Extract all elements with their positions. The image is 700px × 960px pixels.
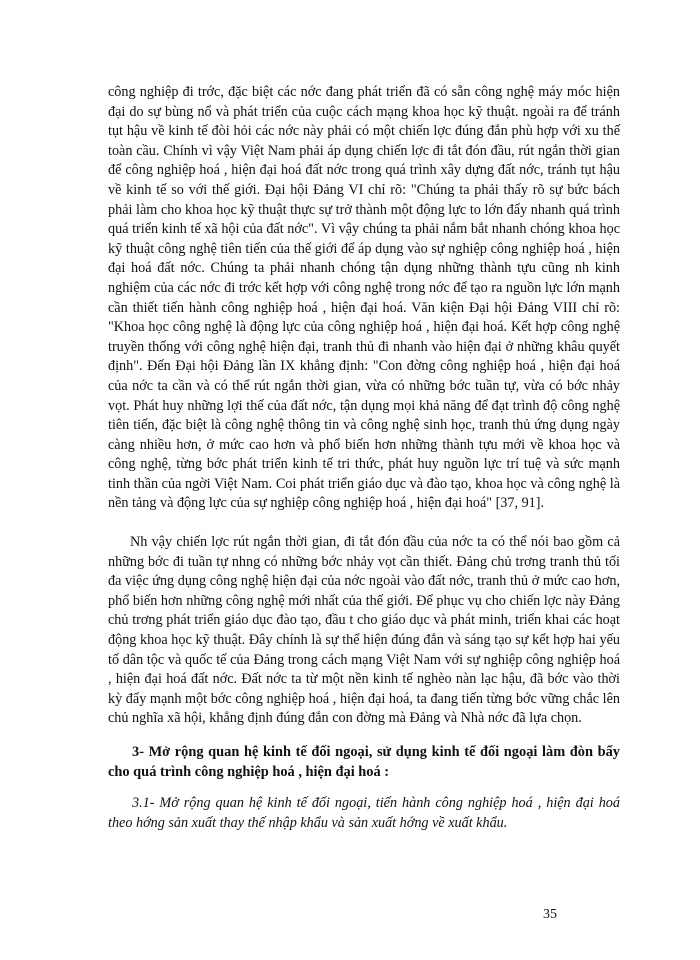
page-number: 35 <box>543 907 557 922</box>
body-paragraph-2: Nh vậy chiến lợc rút ngắn thời gian, đi tắt đón đầu của nớc ta có thể nói bao gồm cả những bớc đi tuần tự nhng có những bớc nhảy vọt cần thiết. Đảng chủ trơng tranh thủ tối đa việc ứng dụng công nghệ hiện đại của nớc ngoài vào đất nớc, tranh thủ ở mức cao hơn, phổ biến hơn những công nghệ mới nhất của thế giới. Để phục vụ cho chiến lợc này Đảng chủ trơng phát triển giáo dục đào tạo, đầu t cho giáo dục và phát minh, triển khai các hoạt động khoa học kỹ thuật. Đây chính là sự thể hiện đúng đắn và sáng tạo sự kết hợp hai yếu tố dân tộc và quốc tế của Đảng trong cách mạng Việt Nam với sự nghiệp công nghiệp hoá , hiện đại hoá đất nớc. Đất nớc ta từ một nền kinh tế nghèo nàn lạc hậu, đã bớc vào thời kỳ đẩy mạnh một bớc công nghiệp hoá , hiện đại hoá, ta đang tiến từng bớc vững chắc lên chủ nghĩa xã hội, khẳng định đúng đắn con đờng mà Đảng và Nhà nớc đã lựa chọn. <box>108 534 620 727</box>
body-paragraph-1: công nghiệp đi trớc, đặc biệt các nớc đang phát triển đã có sẵn công nghệ máy móc hiện đại do sự bùng nổ và phát triển của cuộc cách mạng khoa học kỹ thuật. ngoài ra để tránh tụt hậu về kinh tế đòi hỏi các nớc này phải có một chiến lợc đúng đắn phù hợp với xu thế toàn cầu. Chính vì vậy Việt Nam phải áp dụng chiến lợc đi tắt đón đầu, rút ngắn thời gian để công nghiệp hoá , hiện đại hoá đất nớc trong quá trình xây dựng đất nớc, tránh tụt hậu về kinh tế so với thế giới. Đại hội Đảng VI chỉ rõ: "Chúng ta phải thấy rõ sự bức bách phải làm cho khoa học kỹ thuật thực sự trở thành một động lực to lớn đẩy nhanh quá trình quá triển kinh tế xã hội của đất nớc". Vì vậy chúng ta phải nắm bắt nhanh chóng khoa học kỹ thuật công nghệ tiên tiến của thế giới để áp dụng vào sự nghiệp công nghiệp hoá , hiện đại hoá đất nớc. Chúng ta phải nhanh chóng tận dụng những thành tựu cũng nh kinh nghiệm của các nớc đi trớc kết hợp với công nghệ trong nớc để tạo ra nguồn lực lớn mạnh cần thiết tiến hành công nghiệp hoá , hiện đại hoá. Văn kiện Đại hội Đảng VIII chỉ rõ: "Khoa học công nghệ là động lực của công nghiệp hoá , hiện đại hoá. Kết hợp công nghệ truyền thống với công nghệ hiện đại, tranh thủ đi nhanh vào hiện đại ở những khâu quyết định". Đến Đại hội Đảng lần IX khẳng định: "Con đờng công nghiệp hoá , hiện đại hoá của nớc ta cần và có thể rút ngắn thời gian, vừa có những bớc tuần tự, vừa có bớc nhảy vọt. Phát huy những lợi thế của đất nớc, tận dụng mọi khả năng để đạt trình độ công nghệ tiên tiến, đặc biệt là công nghệ thông tin và công nghệ sinh học, tranh thủ ứng dụng ngày càng nhiều hơn, ở mức cao hơn và phổ biến hơn những thành tựu mới về khoa học và công nghệ, từng bớc phát triển kinh tế tri thức, phát huy nguồn lực trí tuệ và sức mạnh tinh thần của ngời Việt Nam. Coi phát triển giáo dục và đào tạo, khoa học và công nghệ là nền tảng và động lực của sự nghiệp công nghiệp hoá , hiện đại hoá" [37, 91]. <box>108 84 620 512</box>
page-body <box>108 83 620 833</box>
section-heading: 3- Mở rộng quan hệ kinh tế đối ngoại, sử dụng kinh tế đối ngoại làm đòn bẩy cho quá trình công nghiệp hoá , hiện đại hoá : <box>108 744 620 780</box>
subsection-heading: 3.1- Mở rộng quan hệ kinh tế đối ngoại, tiến hành công nghiệp hoá , hiện đại hoá theo hớng sản xuất thay thế nhập khẩu và sản xuất hớng về xuất khẩu. <box>108 795 620 831</box>
